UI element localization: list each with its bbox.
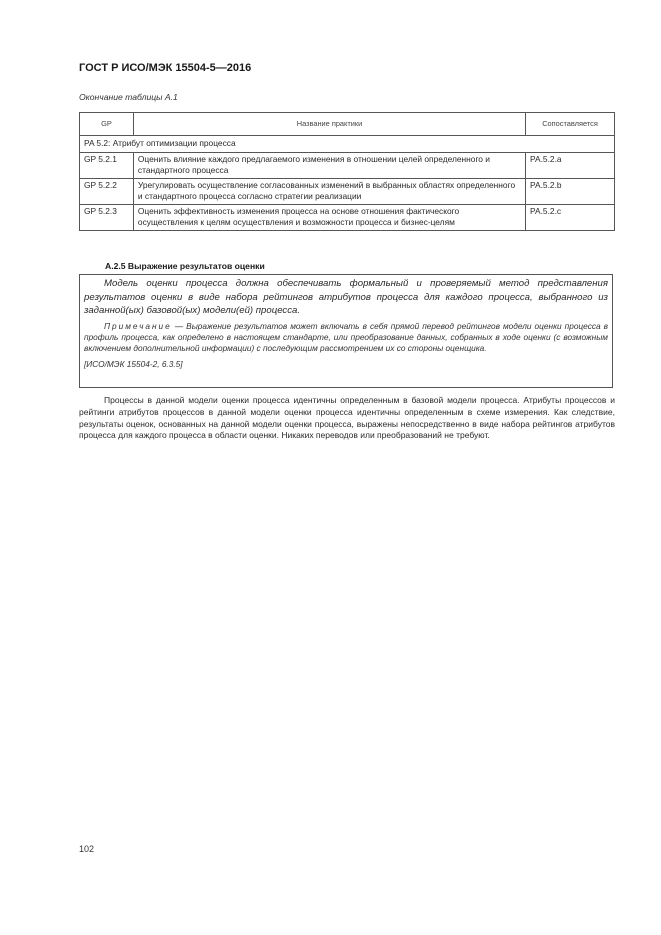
practices-table xyxy=(79,112,615,231)
practice-name-cell: Оценить влияние каждого предлагаемого изменения в отношении целей определенного и стандартного процесса xyxy=(133,152,525,178)
note-text: — Выражение результатов может включать в себя прямой перевод рейтингов модели оценки процесса в профиль процесса, как определено в настоящем стандарте, или преобразование данных, собранных в ходе оценки (с возможным включением дополнительной информации) с последующим рассмотрением их со стороны оценщика. xyxy=(84,320,608,354)
mapping-cell: PA.5.2.a xyxy=(526,152,615,178)
body-paragraph: Процессы в данной модели оценки процесса идентичны определенным в базовой модели процесса. Атрибуты процессов и рейтинги атрибутов процессов в данной модели оценки процесса идентичны определенным в схеме измерения. Как следствие, результаты оценок, основанных на данной модели оценки процесса, выражены непосредственно в виде набора рейтингов атрибутов процесса для каждого процесса в области оценки. Никаких переводов или преобразований не требуют. xyxy=(79,395,615,441)
column-header-mapping: Сопоставляется xyxy=(526,113,615,136)
table-row xyxy=(80,178,615,204)
mapping-cell: PA.5.2.c xyxy=(526,204,615,230)
table-row xyxy=(80,204,615,230)
standard-reference: [ИСО/МЭК 15504-2, 6.3.5] xyxy=(84,358,183,369)
document-header: ГОСТ Р ИСО/МЭК 15504-5—2016 xyxy=(79,62,252,74)
table-caption: Окончание таблицы А.1 xyxy=(79,92,178,102)
mapping-cell: PA.5.2.b xyxy=(526,178,615,204)
column-header-gp: GP xyxy=(80,113,134,136)
table-group-row xyxy=(80,136,615,153)
process-attribute-title: PA 5.2: Атрибут оптимизации процесса xyxy=(80,136,615,153)
requirement-box xyxy=(79,274,613,388)
column-header-practice-name: Название практики xyxy=(133,113,525,136)
section-heading: A.2.5 Выражение результатов оценки xyxy=(105,261,265,271)
gp-cell: GP 5.2.3 xyxy=(80,204,134,230)
note-label: Примечание xyxy=(104,320,172,331)
gp-cell: GP 5.2.2 xyxy=(80,178,134,204)
table-row xyxy=(80,152,615,178)
requirement-text: Модель оценки процесса должна обеспечивать формальный и проверяемый метод представления результатов оценки в виде набора рейтингов атрибутов процесса для каждого процесса, выбранного из заданной(ых) базовой(ых) модели(ей) процесса. xyxy=(84,278,608,316)
table-header-row xyxy=(80,113,615,136)
page-number: 102 xyxy=(79,844,95,854)
practice-name-cell: Урегулировать осуществление согласованных изменений в выбранных областях определенного и стандартного процесса согласно стратегии реализации xyxy=(133,178,525,204)
note xyxy=(84,321,608,355)
gp-cell: GP 5.2.1 xyxy=(80,152,134,178)
practice-name-cell: Оценить эффективность изменения процесса на основе отношения фактического осуществления к целям осуществления и возможности процесса и бизнес-целям xyxy=(133,204,525,230)
